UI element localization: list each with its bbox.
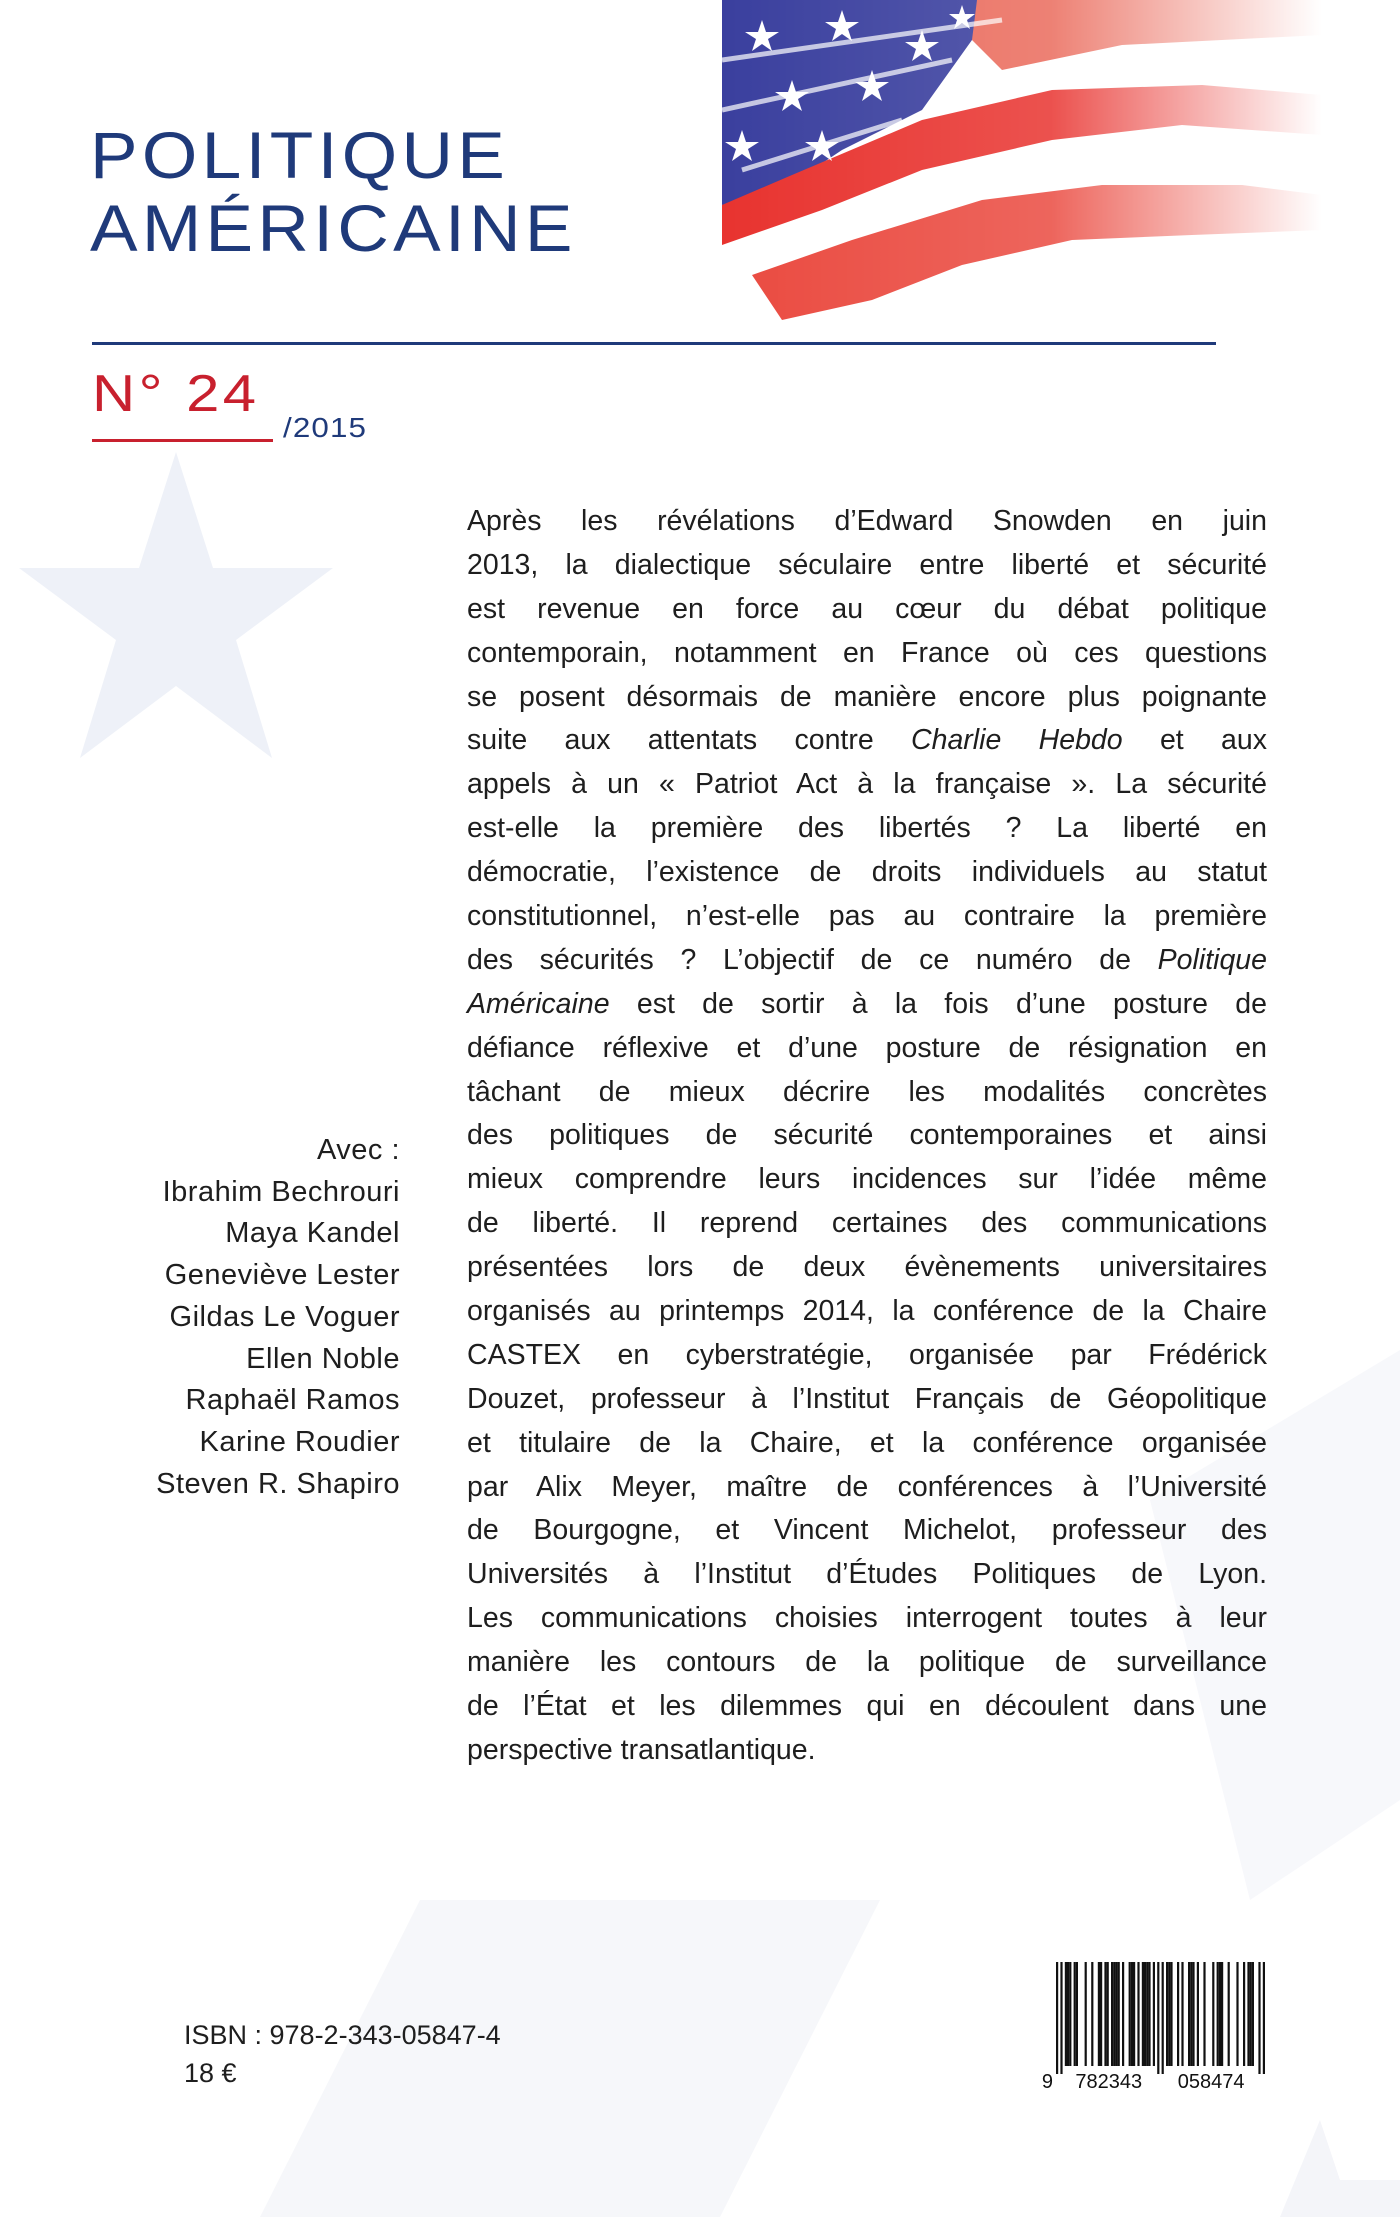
barcode-bar: [1166, 1962, 1168, 2066]
blurb-line: [467, 500, 1267, 544]
barcode-digits: 058474: [1177, 2071, 1245, 2093]
barcode-bar: [1212, 1962, 1214, 2066]
barcode-bar: [1142, 1962, 1144, 2066]
issue-year: /2015: [283, 412, 368, 443]
barcode-bar: [1258, 1962, 1260, 2074]
contributors-list: [100, 1130, 400, 1505]
blurb-line: [467, 1422, 1267, 1466]
barcode-bar: [1131, 1962, 1133, 2066]
barcode-bar: [1228, 1962, 1230, 2066]
barcode-bar: [1100, 1962, 1102, 2066]
blurb-text: Universités à l’Institut d’Études Politiques de Lyon.: [467, 1558, 1267, 1591]
barcode-bar: [1188, 1962, 1190, 2066]
barcode-bar: [1162, 1962, 1164, 2074]
barcode-bar: [1217, 1962, 1219, 2066]
blurb-line: [467, 544, 1267, 588]
barcode-bar: [1168, 1962, 1170, 2066]
barcode-bar: [1252, 1962, 1254, 2066]
blurb-text: et titulaire de la Chaire, et la conférence organisée: [467, 1426, 1267, 1459]
blurb-line: [467, 1466, 1267, 1510]
blurb-text: de Bourgogne, et Vincent Michelot, professeur des: [467, 1514, 1267, 1547]
barcode-digits: 9: [1041, 2071, 1053, 2093]
blurb-text: Douzet, professeur à l’Institut Français de Géopolitique: [467, 1382, 1267, 1415]
blurb-text: Les communications choisies interrogent toutes à leur: [467, 1602, 1267, 1635]
blurb-italic-title: Américaine: [467, 987, 610, 1020]
contributor-name: Karine Roudier: [199, 1425, 400, 1458]
blurb-line: [467, 1641, 1267, 1685]
blurb-line: [467, 1334, 1267, 1378]
blurb-text: Après les révélations d’Edward Snowden en juin: [467, 505, 1267, 537]
barcode-bar: [1190, 1962, 1192, 2066]
barcode-bar: [1221, 1962, 1223, 2066]
barcode-bar: [1065, 1962, 1067, 2066]
blurb-text: de liberté. Il reprend certaines des communications: [467, 1207, 1267, 1240]
blurb-text: par Alix Meyer, maître de conférences à l’Université: [467, 1470, 1267, 1503]
blurb-line: [467, 1290, 1267, 1334]
contributor-name: Gildas Le Voguer: [169, 1300, 400, 1333]
blurb-text: tâchant de mieux décrire les modalités concrètes: [467, 1075, 1267, 1108]
blurb-line: [467, 1071, 1267, 1115]
barcode-bar: [1144, 1962, 1146, 2066]
issue-underline: [92, 439, 273, 442]
blurb-line: [467, 1378, 1267, 1422]
watermark-star-icon: [19, 452, 333, 758]
blurb-line: [467, 632, 1267, 676]
publication-info: [184, 2016, 501, 2092]
blurb-line: [467, 1685, 1267, 1729]
blurb-line: [467, 719, 1267, 763]
barcode-bar: [1056, 1962, 1058, 2074]
contributor-name: Steven R. Shapiro: [156, 1467, 400, 1500]
barcode-bar: [1170, 1962, 1172, 2066]
barcode-bar: [1104, 1962, 1106, 2066]
blurb-line: [467, 1027, 1267, 1071]
barcode-bar: [1060, 1962, 1062, 2074]
blurb-text: mieux comprendre leurs incidences sur l’idée même: [467, 1163, 1267, 1196]
blurb-text: défiance réflexive et d’une posture de résignation en: [467, 1031, 1267, 1064]
blurb-line: [467, 588, 1267, 632]
barcode-bar: [1074, 1962, 1076, 2066]
blurb-text: démocratie, l’existence de droits individuels au statut: [467, 856, 1267, 889]
blurb-text: des politiques de sécurité contemporaines et ainsi: [467, 1119, 1267, 1152]
blurb-text: organisés au printemps 2014, la conférence de la Chaire: [467, 1295, 1267, 1328]
barcode-bar: [1263, 1962, 1265, 2074]
contributors-heading: Avec :: [316, 1134, 400, 1166]
back-cover-blurb: [467, 500, 1267, 1773]
barcode-bar: [1076, 1962, 1078, 2066]
barcode-bar: [1085, 1962, 1087, 2066]
barcode-bar: [1153, 1962, 1155, 2066]
blurb-line: [467, 1509, 1267, 1553]
blurb-line: [467, 983, 1267, 1027]
contributor-name: Ellen Noble: [246, 1342, 400, 1375]
barcode-bar: [1118, 1962, 1120, 2066]
barcode-bar: [1192, 1962, 1194, 2066]
blurb-line: [467, 1202, 1267, 1246]
blurb-text: est-elle la première des libertés ? La liberté en: [467, 812, 1267, 845]
blurb-text: présentées lors de deux évènements universitaires: [467, 1251, 1267, 1284]
barcode-bar: [1250, 1962, 1252, 2066]
barcode-bar: [1203, 1962, 1205, 2066]
barcode-bar: [1115, 1962, 1117, 2066]
price-text: 18 €: [184, 2058, 237, 2088]
barcode-bar: [1157, 1962, 1159, 2074]
barcode-bar: [1247, 1962, 1249, 2066]
journal-title-line-1: POLITIQUE: [90, 118, 510, 192]
blurb-text: suite aux attentats contre: [467, 724, 912, 757]
blurb-line: [467, 1597, 1267, 1641]
barcode-bar: [1243, 1962, 1245, 2066]
blurb-text: est de sortir à la fois d’une posture de: [609, 987, 1267, 1020]
barcode-bar: [1113, 1962, 1115, 2066]
isbn-barcode: [1040, 1960, 1280, 2095]
barcode-bar: [1107, 1962, 1109, 2066]
blurb-text: perspective transatlantique.: [467, 1733, 816, 1766]
barcode-bar: [1098, 1962, 1100, 2066]
blurb-text: CASTEX en cyberstratégie, organisée par Frédérick: [467, 1338, 1267, 1371]
barcode-bar: [1067, 1962, 1069, 2066]
barcode-bar: [1197, 1962, 1199, 2066]
blurb-italic-title: Charlie Hebdo: [911, 724, 1123, 757]
barcode-bar: [1091, 1962, 1093, 2066]
barcode-bar: [1219, 1962, 1221, 2066]
contributor-name: Ibrahim Bechrouri: [162, 1175, 400, 1208]
blurb-line: [467, 851, 1267, 895]
us-flag-illustration: [722, 0, 1322, 335]
title-divider: [92, 342, 1216, 345]
barcode-bar: [1236, 1962, 1238, 2066]
barcode-bar: [1129, 1962, 1131, 2066]
blurb-line: [467, 1553, 1267, 1597]
blurb-italic-title: Politique: [1157, 943, 1267, 976]
blurb-line: [467, 763, 1267, 807]
contributor-name: Geneviève Lester: [164, 1259, 400, 1292]
barcode-bar: [1122, 1962, 1124, 2066]
blurb-line: [467, 1729, 1267, 1773]
blurb-line: [467, 895, 1267, 939]
blurb-text: et aux: [1122, 724, 1268, 757]
barcode-bar: [1146, 1962, 1148, 2066]
barcode-bar: [1148, 1962, 1150, 2066]
watermark-star-icon: [1280, 2120, 1400, 2217]
barcode-bar: [1137, 1962, 1139, 2066]
barcode-bar: [1133, 1962, 1135, 2066]
blurb-line: [467, 676, 1267, 720]
blurb-text: manière les contours de la politique de surveillance: [467, 1646, 1267, 1679]
blurb-line: [467, 1114, 1267, 1158]
blurb-line: [467, 939, 1267, 983]
barcode-digits: 782343: [1075, 2071, 1143, 2093]
blurb-text: contemporain, notamment en France où ces questions: [467, 636, 1267, 669]
blurb-line: [467, 807, 1267, 851]
blurb-text: se posent désormais de manière encore plus poignante: [467, 680, 1267, 713]
blurb-text: des sécurités ? L’objectif de ce numéro de: [467, 943, 1158, 976]
blurb-text: appels à un « Patriot Act à la française ». La sécurité: [467, 768, 1267, 801]
blurb-text: constitutionnel, n’est-elle pas au contraire la première: [467, 900, 1267, 933]
contributor-name: Maya Kandel: [225, 1217, 400, 1250]
barcode-bar: [1181, 1962, 1183, 2066]
blurb-text: est revenue en force au cœur du débat politique: [467, 592, 1267, 625]
barcode-bar: [1069, 1962, 1071, 2066]
blurb-text: 2013, la dialectique séculaire entre liberté et sécurité: [467, 548, 1267, 581]
blurb-line: [467, 1246, 1267, 1290]
issue-number: N° 24: [92, 365, 260, 423]
isbn-text: ISBN : 978-2-343-05847-4: [184, 2020, 501, 2050]
contributor-name: Raphaël Ramos: [185, 1384, 400, 1417]
journal-title-line-2: AMÉRICAINE: [90, 191, 577, 265]
blurb-text: de l’État et les dilemmes qui en découlent dans une: [467, 1690, 1267, 1723]
barcode-bar: [1177, 1962, 1179, 2066]
blurb-line: [467, 1158, 1267, 1202]
barcode-bar: [1111, 1962, 1113, 2066]
